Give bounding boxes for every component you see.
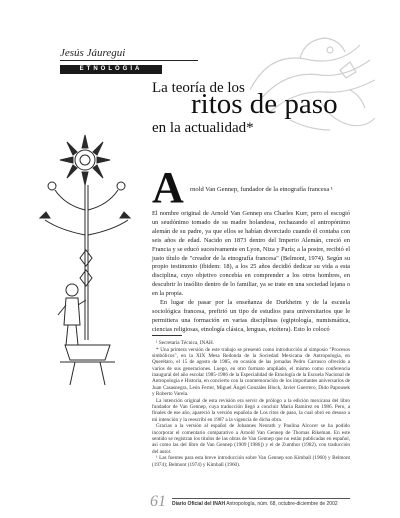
author-name: Jesús Jáuregui bbox=[60, 47, 126, 59]
body-paragraph: El nombre original de Arnold Van Gennep era Charles Kurr, pero el escogió un seudónimo tomado de su madre holandesa, rechazando el antropónimo alemán de su padre, ya que ellos se habían divorciado cuando él contaba con seis años de edad. Nacido en 1873 dentro del Imperio Alemán, creció en Francia y se educó sucesivamente en Lyon, Niza y París; a la postre, recibió el justo título de "creador de la etnografía francesa" (Belmont, 1974). Según su propio testimonio (ibidem: 18), a los 25 años decidió dedicar su vida a esta disciplina, cuyo objetivo concebía en comprender a los otros hombres, en descubrir lo insólito dentro de lo familiar, ya se trate en una sociedad lejana o en la propia. bbox=[152, 210, 350, 298]
title-line-3: en la actualidad* bbox=[152, 120, 254, 136]
page-number: 61 bbox=[150, 493, 166, 510]
journal-name: Diario Oficial del INAH bbox=[172, 501, 226, 507]
article-body bbox=[152, 210, 350, 335]
footnote: * Una primera versión de este trabajo se presentó como introducción al simposio "Procesos simbólicos", en la XIX Mesa Redonda de la Sociedad Mexicana de Antropología, en Querétaro, el 15 de agosto de 1985, en ocasión de las jornadas Pedro Carrasco ofrecido a varios de sus generaciones. Luego, en otro formato ampliado, el mismo como conferencia inaugural del año escolar 1985-1986 de la Especialidad de Etnología de la Escuela Nacional de Antropología e Historia, en concierto con la conmemoración de los importantes aniversarios de Juan Casasnegra, León Ferrer, Miguel Ángel Gonzáles Block, Javier Guerrero, Dido Papousek y Roberto Varela. bbox=[152, 346, 350, 397]
footnote: La intención original de esta revisión era servir de prólogo a la edición mexicana del libro fundador de Van Gennep, cuya traducción llegó a concluir María Ramírez en 1986. Pero, a finales de ese año, apareció la versión española de Los ritos de paso, la cual obró en desuso a mi intención y la reescribí en 1987 a la vigencia de dicha obra. bbox=[152, 397, 350, 423]
author-rule bbox=[60, 60, 198, 61]
footnote-rule bbox=[152, 335, 182, 336]
drop-cap: A bbox=[152, 163, 184, 212]
footnote: Gracias a la versión al español de Johannes Neurath y Paulina Alcocer se ha podido incorporar el comentario comparativo a Arnold Van Gennep de Thomas Rikeman. En este sentido se registran los títulos de las obras de Van Gennep que no están publicadas en español, así como las del libro de Van Gennep (1909 [1986]) y el de Zumthor (1982), con traducción del autor. bbox=[152, 423, 350, 455]
lead-line: rnold Van Gennep, fundador de la etnografía francesa ¹ bbox=[190, 186, 333, 193]
footnote: ¹ Secretaría Técnica, INAH. bbox=[156, 340, 215, 346]
section-bar: ETNOLOGÍA bbox=[60, 65, 162, 74]
tree-of-life-illustration-icon bbox=[30, 130, 140, 390]
title-line-1: La teoría de los bbox=[152, 80, 245, 96]
journal-rule bbox=[172, 498, 350, 499]
journal-issue: Antropología, núm. 68, octubre-diciembre de 2002 bbox=[225, 501, 338, 507]
title-line-2: ritos de paso bbox=[191, 88, 338, 120]
footnotes bbox=[152, 340, 350, 468]
footnote: ¹ Las fuentes para esta breve introducción sobre Van Gennep son Kimball (1960) y Belmont (1974); Belmont (1974) y Kimball (1960). bbox=[152, 455, 350, 468]
body-paragraph: En lugar de pasar por la enseñanza de Durkheim y de la escuela sociológica francesa, prefirió un tipo de estudios para universitarios que le permitiera una formación en varias disciplinas (egiptología, numismática, ciencias religiosas, etnología clásica, lenguas, etcétera). Esto lo colocó bbox=[152, 299, 350, 333]
journal-footer bbox=[172, 501, 338, 507]
